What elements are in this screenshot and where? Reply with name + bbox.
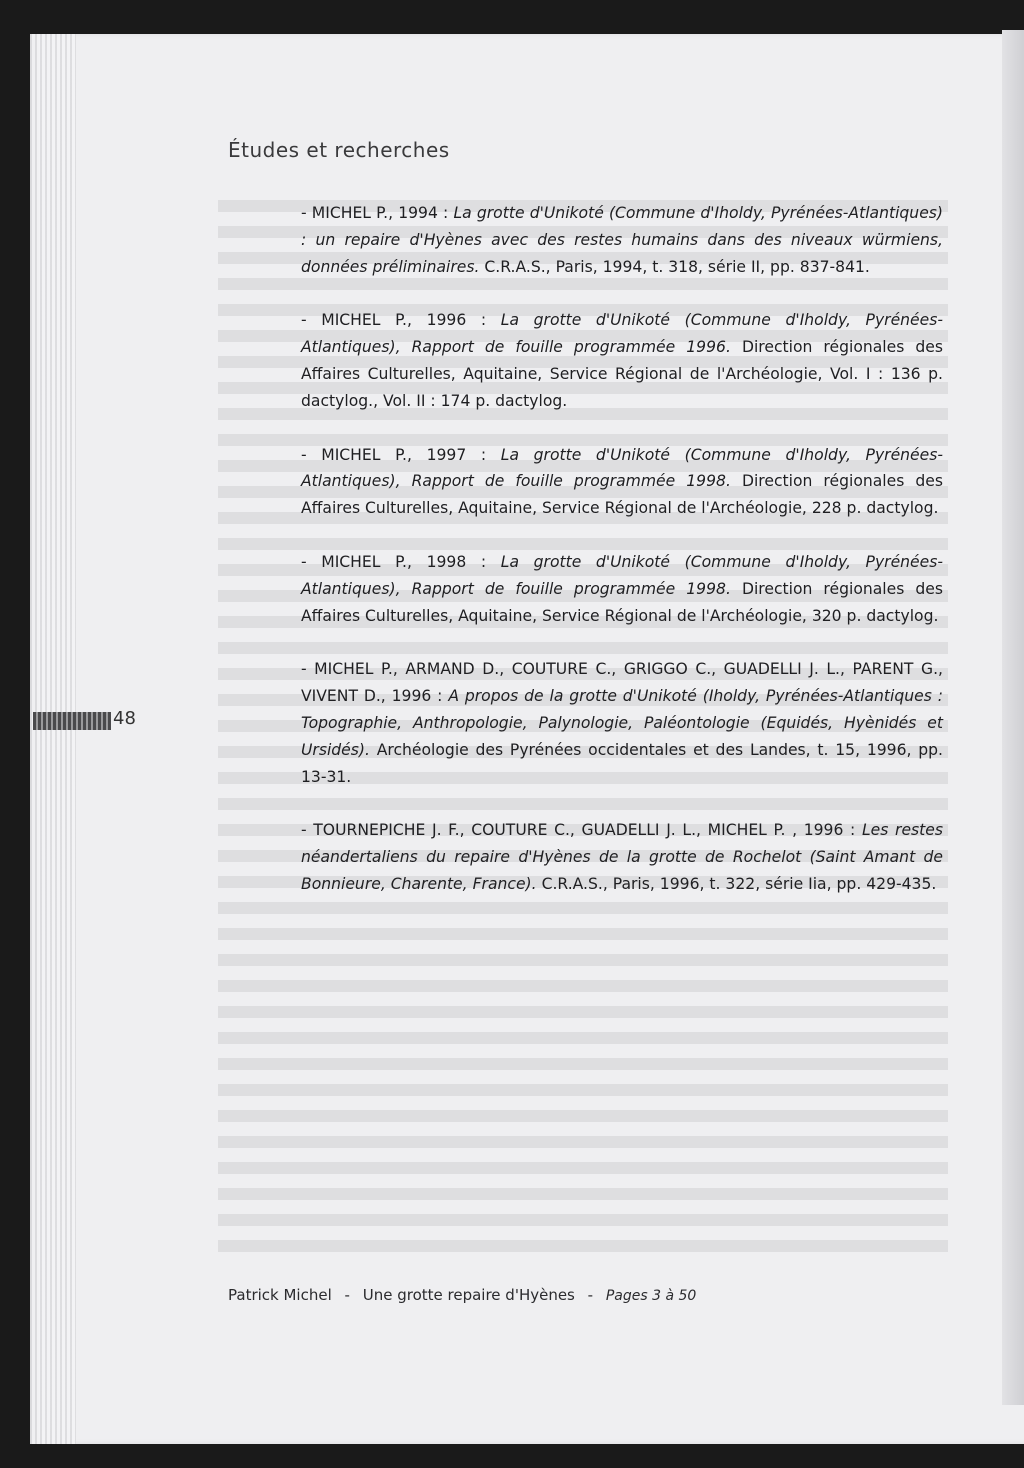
reference-author: - MICHEL P., 1996 : [301,311,501,330]
reference-title: La grotte d'Unikoté (Commune d'Iholdy, Pyrénées-Atlantiques), Rapport de fouille programmée 1998. [301,445,943,491]
footer-author: Patrick Michel [228,1286,332,1304]
page-edges [30,34,76,1444]
running-footer [228,1286,696,1304]
reference-source: Archéologie des Pyrénées occidentales et des Landes, t. 15, 1996, pp. 13-31. [301,740,943,786]
page-number: 48 [113,708,136,729]
reference-author: - MICHEL P., 1994 : [301,204,454,222]
reference-source: C.R.A.S., Paris, 1994, t. 318, série II, pp. 837-841. [479,257,870,276]
reference-item [301,200,943,280]
reference-source: Direction régionales des Affaires Culturelles, Aquitaine, Service Régional de l'Archéologie, 320 p. dactylog. [301,579,944,625]
reference-list [301,200,943,925]
footer-pages: Pages 3 à 50 [605,1288,697,1304]
reference-item [301,656,943,790]
reference-item [301,442,943,522]
footer-separator-2: - [587,1286,594,1304]
page-number-marker [33,712,111,730]
reference-author: - MICHEL P., 1998 : [301,552,501,571]
reference-title: La grotte d'Unikoté (Commune d'Iholdy, Pyrénées-Atlantiques), Rapport de fouille programmée 1996. [301,311,943,357]
reference-author: - TOURNEPICHE J. F., COUTURE C., GUADELLI J. L., MICHEL P. , 1996 : [301,821,862,840]
reference-title: La grotte d'Unikoté (Commune d'Iholdy, Pyrénées-Atlantiques) : un repaire d'Hyènes avec des restes humains dans des niveaux würmiens, données préliminaires. [301,204,943,276]
footer-separator: - [344,1286,350,1304]
right-page-edge [1002,30,1024,1405]
reference-source: C.R.A.S., Paris, 1996, t. 322, série Iia, pp. 429-435. [536,874,937,893]
reference-item [301,549,943,629]
reference-item [301,307,943,414]
reference-author: - MICHEL P., ARMAND D., COUTURE C., GRIGGO C., GUADELLI J. L., PARENT G., VIVENT D., 1996 : [301,660,943,706]
reference-title: A propos de la grotte d'Unikoté (Iholdy, Pyrénées-Atlantiques : Topographie, Anthropologie, Palynologie, Paléontologie (Equidés, Hyènidés et Ursidés). [301,687,943,759]
reference-title: Les restes néandertaliens du repaire d'Hyènes de la grotte de Rochelot (Saint Amant de Bonnieure, Charente, France). [301,821,943,893]
section-title: Études et recherches [228,138,450,162]
footer-title: Une grotte repaire d'Hyènes [362,1286,575,1304]
reference-title: La grotte d'Unikoté (Commune d'Iholdy, Pyrénées-Atlantiques), Rapport de fouille programmée 1998. [301,552,943,598]
reference-item [301,817,943,897]
reference-author: - MICHEL P., 1997 : [301,445,501,464]
reference-source: Direction régionales des Affaires Culturelles, Aquitaine, Service Régional de l'Archéologie, Vol. I : 136 p. dactylog., Vol. II : 174 p. dactylog. [301,338,944,410]
reference-source: Direction régionales des Affaires Culturelles, Aquitaine, Service Régional de l'Archéologie, 228 p. dactylog. [301,472,944,518]
